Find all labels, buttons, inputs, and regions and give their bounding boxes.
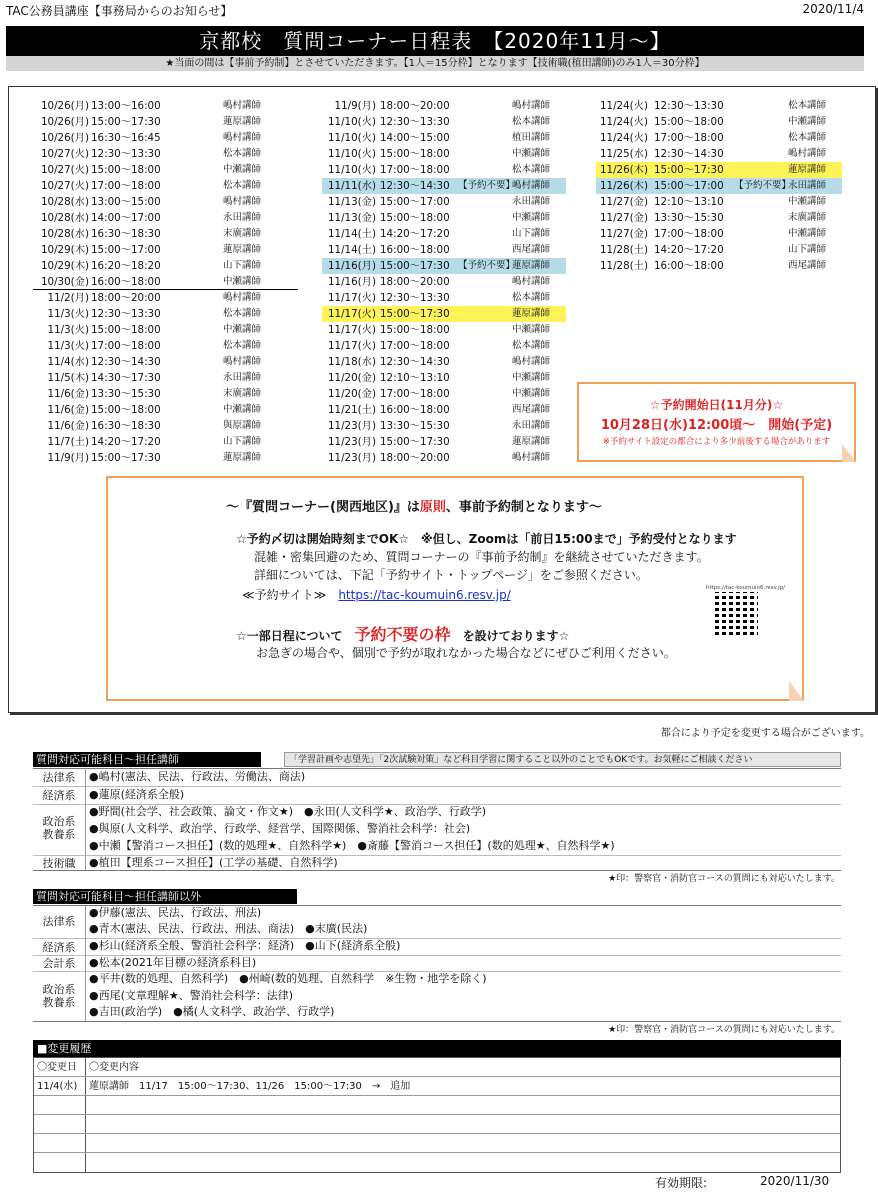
history-table bbox=[33, 1057, 841, 1173]
schedule-row bbox=[322, 450, 566, 466]
schedule-date: 11/27(金) bbox=[599, 228, 648, 240]
schedule-teacher: 松本講師 bbox=[512, 164, 551, 175]
schedule-row bbox=[35, 370, 299, 386]
info-line3: 詳細については、下記「予約サイト・トップページ」をご参照ください。 bbox=[254, 568, 648, 582]
booking-date: 10月28日(水)12:00頃～ 開始(予定) bbox=[600, 418, 833, 433]
section1-line: ●野間(社会学、社会政策、論文・作文★) ●永田(人文科学★、政治学、行政学) bbox=[89, 805, 487, 818]
schedule-teacher: 嶋村講師 bbox=[223, 132, 262, 143]
schedule-date: 11/9(月) bbox=[47, 452, 89, 464]
schedule-time: 15:00～18:00 bbox=[91, 164, 161, 176]
header-notice: TAC公務員講座【事務局からのお知らせ】 bbox=[6, 4, 233, 18]
schedule-teacher: 中瀬講師 bbox=[223, 324, 262, 335]
schedule-date: 10/27(火) bbox=[40, 180, 89, 192]
schedule-date: 11/25(水) bbox=[599, 148, 648, 160]
schedule-date: 11/24(火) bbox=[599, 132, 648, 144]
schedule-row bbox=[322, 130, 566, 146]
schedule-row bbox=[322, 242, 566, 258]
schedule-time: 12:30～14:30 bbox=[380, 356, 450, 368]
schedule-date: 11/3(火) bbox=[47, 340, 89, 352]
schedule-row bbox=[596, 146, 842, 162]
section1-cat-law: 法律系 bbox=[42, 771, 76, 784]
validity-label: 有効期限: bbox=[655, 1176, 708, 1190]
schedule-date: 11/6(金) bbox=[47, 420, 89, 432]
schedule-row bbox=[596, 210, 842, 226]
schedule-date: 11/3(火) bbox=[47, 324, 89, 336]
qr-caption: https://tac-koumuin6.resv.jp/ bbox=[706, 585, 786, 591]
validity-date: 2020/11/30 bbox=[760, 1174, 830, 1188]
schedule-row bbox=[35, 194, 299, 210]
schedule-time: 18:00～20:00 bbox=[91, 292, 161, 304]
info-line2: 混雑・密集回避のため、質問コーナーの『事前予約制』を継続させていただきます。 bbox=[254, 550, 709, 564]
schedule-row bbox=[322, 178, 566, 194]
schedule-time: 15:00～18:00 bbox=[91, 404, 161, 416]
schedule-teacher: 松本講師 bbox=[512, 116, 551, 127]
section2-cat-econ: 経済系 bbox=[42, 941, 76, 954]
schedule-row bbox=[35, 130, 299, 146]
schedule-row bbox=[35, 322, 299, 338]
schedule-row bbox=[322, 290, 566, 306]
schedule-time: 17:00～18:00 bbox=[654, 132, 724, 144]
booking-note: ※予約サイト設定の都合により多少前後する場合があります bbox=[602, 437, 831, 447]
schedule-date: 11/16(月) bbox=[327, 276, 376, 288]
schedule-date: 11/26(木) bbox=[599, 180, 648, 192]
info-deadline: ☆予約〆切は開始時刻までOK☆ ※但し、Zoomは「前日15:00まで」予約受付となります bbox=[236, 532, 737, 546]
schedule-date: 11/27(金) bbox=[599, 212, 648, 224]
no-reservation-badge: 【予約不要】 bbox=[458, 260, 516, 271]
schedule-teacher: 永田講師 bbox=[223, 212, 262, 223]
schedule-date: 10/28(水) bbox=[40, 196, 89, 208]
schedule-date: 11/23(月) bbox=[327, 436, 376, 448]
schedule-time: 17:00～18:00 bbox=[380, 340, 450, 352]
schedule-row bbox=[322, 354, 566, 370]
month-divider bbox=[33, 289, 298, 290]
schedule-date: 11/10(火) bbox=[327, 148, 376, 160]
schedule-teacher: 嶋村講師 bbox=[223, 100, 262, 111]
schedule-time: 18:00～20:00 bbox=[380, 100, 450, 112]
schedule-time: 15:00～17:00 bbox=[91, 244, 161, 256]
schedule-row bbox=[596, 130, 842, 146]
schedule-time: 13:30～15:30 bbox=[380, 420, 450, 432]
info-box bbox=[106, 476, 804, 701]
schedule-date: 10/26(月) bbox=[40, 132, 89, 144]
schedule-date: 11/18(水) bbox=[327, 356, 376, 368]
schedule-time: 14:20～17:20 bbox=[91, 436, 161, 448]
schedule-row bbox=[322, 226, 566, 242]
schedule-time: 12:30～13:30 bbox=[91, 148, 161, 160]
schedule-row bbox=[596, 114, 842, 130]
schedule-date: 11/13(金) bbox=[327, 212, 376, 224]
schedule-teacher: 蓮原講師 bbox=[223, 244, 262, 255]
schedule-teacher: 嶋村講師 bbox=[512, 356, 551, 367]
schedule-date: 11/11(水) bbox=[327, 180, 376, 192]
schedule-row bbox=[322, 386, 566, 402]
schedule-time: 15:00～18:00 bbox=[380, 324, 450, 336]
schedule-row bbox=[35, 434, 299, 450]
schedule-row bbox=[322, 162, 566, 178]
schedule-row bbox=[35, 450, 299, 466]
schedule-teacher: 永田講師 bbox=[512, 420, 551, 431]
schedule-row bbox=[35, 274, 299, 290]
schedule-teacher: 蓮原講師 bbox=[512, 308, 551, 319]
schedule-teacher: 永田講師 bbox=[512, 196, 551, 207]
schedule-time: 14:30～17:30 bbox=[91, 372, 161, 384]
schedule-date: 11/21(土) bbox=[327, 404, 376, 416]
schedule-time: 15:00～17:00 bbox=[654, 180, 724, 192]
schedule-teacher: 嶋村講師 bbox=[512, 452, 551, 463]
schedule-teacher: 嶋村講師 bbox=[512, 100, 551, 111]
schedule-time: 17:00～18:00 bbox=[654, 228, 724, 240]
schedule-teacher: 西尾講師 bbox=[512, 244, 551, 255]
section2-line: ●青木(憲法、民法、行政法、刑法、商法) ●末廣(民法) bbox=[89, 922, 368, 935]
schedule-time: 17:00～18:00 bbox=[380, 164, 450, 176]
schedule-date: 10/29(木) bbox=[40, 244, 89, 256]
schedule-teacher: 山下講師 bbox=[223, 260, 262, 271]
schedule-time: 15:00～17:30 bbox=[654, 164, 724, 176]
schedule-teacher: 嶋村講師 bbox=[788, 148, 827, 159]
schedule-time: 12:30～14:30 bbox=[654, 148, 724, 160]
schedule-time: 16:30～16:45 bbox=[91, 132, 161, 144]
schedule-teacher: 蓮原講師 bbox=[512, 260, 551, 271]
schedule-teacher: 松本講師 bbox=[223, 148, 262, 159]
schedule-teacher: 永田講師 bbox=[788, 180, 827, 191]
schedule-time: 15:00～17:30 bbox=[91, 452, 161, 464]
schedule-time: 12:30～13:30 bbox=[91, 308, 161, 320]
schedule-row bbox=[35, 178, 299, 194]
schedule-time: 15:00～18:00 bbox=[654, 116, 724, 128]
schedule-date: 11/20(金) bbox=[327, 388, 376, 400]
info-fold-corner bbox=[789, 681, 804, 701]
schedule-row bbox=[35, 354, 299, 370]
schedule-date: 11/13(金) bbox=[327, 196, 376, 208]
section2-cat-law: 法律系 bbox=[42, 915, 76, 928]
schedule-date: 11/24(火) bbox=[599, 116, 648, 128]
schedule-date: 10/26(月) bbox=[40, 100, 89, 112]
schedule-date: 11/10(火) bbox=[327, 132, 376, 144]
schedule-teacher: 蓮原講師 bbox=[512, 436, 551, 447]
section1-title: 質問対応可能科目～担任講師 bbox=[33, 752, 261, 767]
section2-cat-accounting: 会計系 bbox=[42, 957, 76, 970]
schedule-time: 13:00～16:00 bbox=[91, 100, 161, 112]
schedule-teacher: 蓮原講師 bbox=[223, 116, 262, 127]
schedule-time: 16:30～18:30 bbox=[91, 228, 161, 240]
schedule-date: 10/30(金) bbox=[40, 276, 89, 288]
section1-line: ●蓮原(経済系全般) bbox=[89, 788, 185, 801]
schedule-teacher: 西尾講師 bbox=[788, 260, 827, 271]
schedule-row bbox=[35, 418, 299, 434]
schedule-date: 10/28(水) bbox=[40, 228, 89, 240]
booking-site-link[interactable]: https://tac-koumuin6.resv.jp/ bbox=[338, 588, 511, 602]
schedule-row bbox=[322, 434, 566, 450]
schedule-teacher: 中瀬講師 bbox=[512, 212, 551, 223]
change-notice: 都合により予定を変更する場合がございます。 bbox=[660, 728, 870, 739]
section2-line: ●松本(2021年目標の経済系科目) bbox=[89, 956, 257, 969]
schedule-row bbox=[35, 258, 299, 274]
history-row-empty bbox=[34, 1115, 840, 1134]
schedule-time: 14:00～15:00 bbox=[380, 132, 450, 144]
section2-footnote: ★印：警察官・消防官コースの質問にも対応いたします。 bbox=[608, 1025, 840, 1035]
schedule-row bbox=[35, 162, 299, 178]
schedule-time: 15:00～18:00 bbox=[91, 324, 161, 336]
schedule-time: 15:00～17:30 bbox=[380, 308, 450, 320]
schedule-date: 11/17(火) bbox=[327, 340, 376, 352]
section2-line: ●吉田(政治学) ●橘(人文科学、政治学、行政学) bbox=[89, 1005, 335, 1018]
schedule-row bbox=[35, 306, 299, 322]
section2-line: ●杉山(経済系全般、警消社会科学：経済) ●山下(経済系全般) bbox=[89, 939, 401, 952]
schedule-teacher: 中瀬講師 bbox=[223, 276, 262, 287]
info-site-label: ≪予約サイト≫ bbox=[242, 588, 327, 602]
section1-line: ●嶋村(憲法、民法、行政法、労働法、商法) bbox=[89, 770, 306, 783]
schedule-date: 11/4(水) bbox=[47, 356, 89, 368]
no-reservation-badge: 【予約不要】 bbox=[458, 180, 516, 191]
schedule-time: 16:00～18:00 bbox=[380, 404, 450, 416]
schedule-teacher: 末廣講師 bbox=[223, 228, 262, 239]
schedule-date: 11/10(火) bbox=[327, 164, 376, 176]
schedule-time: 17:00～18:00 bbox=[380, 388, 450, 400]
schedule-time: 15:00～17:00 bbox=[380, 196, 450, 208]
history-row-empty bbox=[34, 1096, 840, 1115]
schedule-teacher: 嶋村講師 bbox=[223, 292, 262, 303]
schedule-date: 11/3(火) bbox=[47, 308, 89, 320]
schedule-time: 18:00～20:00 bbox=[380, 276, 450, 288]
history-row-empty bbox=[34, 1134, 840, 1153]
schedule-teacher: 嶋村講師 bbox=[512, 180, 551, 191]
schedule-teacher: 植田講師 bbox=[512, 132, 551, 143]
section2-line: ●西尾(文章理解★、警消社会科学：法律) bbox=[89, 989, 294, 1002]
section1-note: 「学習計画や志望先」「2次試験対策」など科目学習に関すること以外のことでもOKです。お気軽にご相談ください bbox=[284, 752, 841, 767]
schedule-date: 11/17(火) bbox=[327, 308, 376, 320]
schedule-row bbox=[35, 338, 299, 354]
booking-start-box bbox=[577, 382, 856, 462]
schedule-row bbox=[596, 194, 842, 210]
schedule-row bbox=[35, 386, 299, 402]
schedule-row bbox=[322, 194, 566, 210]
info-free-slot: ☆一部日程について 予約不要の枠 を設けております☆ bbox=[236, 625, 570, 644]
schedule-date: 11/6(金) bbox=[47, 388, 89, 400]
schedule-date: 11/23(月) bbox=[327, 420, 376, 432]
history-row-empty bbox=[34, 1153, 840, 1172]
schedule-row bbox=[322, 338, 566, 354]
schedule-teacher: 松本講師 bbox=[223, 308, 262, 319]
section2-line: ●伊藤(憲法、民法、行政法、刑法) bbox=[89, 906, 262, 919]
header-date: 2020/11/4 bbox=[802, 2, 864, 16]
schedule-date: 10/29(木) bbox=[40, 260, 89, 272]
schedule-date: 11/20(金) bbox=[327, 372, 376, 384]
schedule-time: 12:30～13:30 bbox=[654, 100, 724, 112]
schedule-time: 13:30～15:30 bbox=[91, 388, 161, 400]
section1-cat-politics: 政治系 教養系 bbox=[42, 815, 76, 841]
schedule-date: 11/24(火) bbox=[599, 100, 648, 112]
schedule-teacher: 中瀬講師 bbox=[512, 148, 551, 159]
schedule-row bbox=[35, 402, 299, 418]
schedule-date: 10/26(月) bbox=[40, 116, 89, 128]
schedule-teacher: 松本講師 bbox=[223, 180, 262, 191]
schedule-row bbox=[35, 210, 299, 226]
schedule-row bbox=[596, 162, 842, 178]
schedule-teacher: 松本講師 bbox=[512, 340, 551, 351]
schedule-time: 15:00～17:30 bbox=[380, 436, 450, 448]
schedule-teacher: 嶋村講師 bbox=[512, 276, 551, 287]
no-reservation-badge: 【予約不要】 bbox=[734, 180, 792, 191]
schedule-row bbox=[322, 146, 566, 162]
schedule-time: 14:20～17:20 bbox=[654, 244, 724, 256]
section1-line: ●與原(人文科学、政治学、行政学、経営学、国際関係、警消社会科学：社会) bbox=[89, 822, 471, 835]
schedule-time: 15:00～17:30 bbox=[91, 116, 161, 128]
schedule-time: 14:00～17:00 bbox=[91, 212, 161, 224]
schedule-row bbox=[596, 98, 842, 114]
schedule-date: 11/10(火) bbox=[327, 116, 376, 128]
schedule-time: 13:30～15:30 bbox=[654, 212, 724, 224]
schedule-time: 16:00～18:00 bbox=[654, 260, 724, 272]
schedule-row bbox=[322, 114, 566, 130]
schedule-row bbox=[322, 370, 566, 386]
schedule-row bbox=[322, 322, 566, 338]
schedule-teacher: 永田講師 bbox=[223, 372, 262, 383]
schedule-teacher: 中瀬講師 bbox=[788, 116, 827, 127]
schedule-row bbox=[35, 146, 299, 162]
history-header-row: 〇変更日 〇変更内容 bbox=[34, 1058, 840, 1077]
schedule-time: 16:00～18:00 bbox=[380, 244, 450, 256]
schedule-date: 10/28(水) bbox=[40, 212, 89, 224]
schedule-time: 12:10～13:10 bbox=[380, 372, 450, 384]
schedule-date: 11/17(火) bbox=[327, 292, 376, 304]
schedule-teacher: 中瀬講師 bbox=[223, 164, 262, 175]
schedule-row bbox=[596, 242, 842, 258]
schedule-time: 12:30～13:30 bbox=[380, 292, 450, 304]
schedule-teacher: 嶋村講師 bbox=[223, 196, 262, 207]
qr-code[interactable] bbox=[712, 592, 758, 638]
schedule-row bbox=[322, 274, 566, 290]
section1-line: ●植田【理系コース担任】(工学の基礎、自然科学) bbox=[89, 856, 338, 869]
schedule-teacher: 嶋村講師 bbox=[223, 356, 262, 367]
schedule-date: 11/7(土) bbox=[47, 436, 89, 448]
section2-title: 質問対応可能科目～担任講師以外 bbox=[33, 889, 297, 904]
schedule-time: 12:30～14:30 bbox=[91, 356, 161, 368]
schedule-time: 12:30～13:30 bbox=[380, 116, 450, 128]
schedule-date: 11/2(月) bbox=[47, 292, 89, 304]
schedule-row bbox=[35, 98, 299, 114]
section1-footnote: ★印：警察官・消防官コースの質問にも対応いたします。 bbox=[608, 874, 840, 884]
schedule-teacher: 松本講師 bbox=[512, 292, 551, 303]
schedule-row bbox=[596, 258, 842, 274]
schedule-date: 11/14(土) bbox=[327, 228, 376, 240]
history-row: 11/4(水) 蓮原講師 11/17 15:00～17:30、11/26 15:00～17:30 → 追加 bbox=[34, 1077, 840, 1096]
section1-line: ●中瀬【警消コース担任】(数的処理★、自然科学★) ●斎藤【警消コース担任】(数的処理★、自然科学★) bbox=[89, 839, 615, 852]
schedule-row bbox=[322, 98, 566, 114]
schedule-time: 12:10～13:10 bbox=[654, 196, 724, 208]
schedule-row bbox=[596, 226, 842, 242]
schedule-date: 11/27(金) bbox=[599, 196, 648, 208]
schedule-date: 11/5(木) bbox=[47, 372, 89, 384]
schedule-teacher: 蓮原講師 bbox=[788, 164, 827, 175]
schedule-time: 18:00～20:00 bbox=[380, 452, 450, 464]
schedule-date: 10/27(火) bbox=[40, 164, 89, 176]
schedule-teacher: 山下講師 bbox=[788, 244, 827, 255]
schedule-row bbox=[35, 114, 299, 130]
section1-cat-tech: 技術職 bbox=[42, 857, 76, 870]
schedule-row bbox=[35, 226, 299, 242]
schedule-teacher: 松本講師 bbox=[788, 132, 827, 143]
schedule-teacher: 松本講師 bbox=[223, 340, 262, 351]
schedule-time: 17:00～18:00 bbox=[91, 180, 161, 192]
section2-cat-politics: 政治系 教養系 bbox=[42, 983, 76, 1009]
schedule-date: 11/28(土) bbox=[599, 244, 648, 256]
schedule-teacher: 西尾講師 bbox=[512, 404, 551, 415]
schedule-time: 14:20～17:20 bbox=[380, 228, 450, 240]
info-site-row bbox=[242, 586, 511, 603]
schedule-row bbox=[322, 306, 566, 322]
schedule-teacher: 與原講師 bbox=[223, 420, 262, 431]
schedule-date: 11/26(木) bbox=[599, 164, 648, 176]
schedule-teacher: 中瀬講師 bbox=[512, 372, 551, 383]
info-heading: ～『質問コーナー(関西地区)』は原則、事前予約制となります～ bbox=[226, 500, 602, 515]
schedule-date: 10/27(火) bbox=[40, 148, 89, 160]
schedule-teacher: 山下講師 bbox=[512, 228, 551, 239]
schedule-time: 15:00～18:00 bbox=[380, 212, 450, 224]
schedule-row bbox=[322, 418, 566, 434]
schedule-row bbox=[35, 290, 299, 306]
info-line6: お急ぎの場合や、個別で予約が取れなかった場合などにぜひご利用ください。 bbox=[256, 646, 676, 660]
schedule-row bbox=[35, 242, 299, 258]
section1-cat-econ: 経済系 bbox=[42, 789, 76, 802]
schedule-time: 17:00～18:00 bbox=[91, 340, 161, 352]
schedule-teacher: 松本講師 bbox=[788, 100, 827, 111]
history-title: ■変更履歴 bbox=[33, 1040, 841, 1057]
page-subtitle: ★当面の間は【事前予約制】とさせていただきます。【1人＝15分枠】となります【技術職(植田講師)のみ1人＝30分枠】 bbox=[6, 56, 864, 71]
schedule-date: 11/6(金) bbox=[47, 404, 89, 416]
schedule-teacher: 末廣講師 bbox=[223, 388, 262, 399]
schedule-row bbox=[322, 210, 566, 226]
schedule-time: 13:00～15:00 bbox=[91, 196, 161, 208]
schedule-date: 11/28(土) bbox=[599, 260, 648, 272]
schedule-date: 11/16(月) bbox=[327, 260, 376, 272]
schedule-row bbox=[322, 402, 566, 418]
schedule-teacher: 中瀬講師 bbox=[512, 324, 551, 335]
booking-title: ☆予約開始日(11月分)☆ bbox=[649, 398, 784, 412]
schedule-teacher: 末廣講師 bbox=[788, 212, 827, 223]
schedule-time: 12:30～14:30 bbox=[380, 180, 450, 192]
schedule-row bbox=[322, 258, 566, 274]
schedule-time: 15:00～18:00 bbox=[380, 148, 450, 160]
schedule-teacher: 中瀬講師 bbox=[512, 388, 551, 399]
schedule-teacher: 蓮原講師 bbox=[223, 452, 262, 463]
schedule-teacher: 山下講師 bbox=[223, 436, 262, 447]
section2-line: ●平井(数的処理、自然科学) ●州崎(数的処理、自然科学 ※生物・地学を除く) bbox=[89, 972, 487, 985]
schedule-row bbox=[596, 178, 842, 194]
booking-fold-corner bbox=[842, 444, 856, 462]
schedule-teacher: 中瀬講師 bbox=[223, 404, 262, 415]
schedule-time: 16:00～18:00 bbox=[91, 276, 161, 288]
schedule-time: 16:30～18:30 bbox=[91, 420, 161, 432]
schedule-teacher: 中瀬講師 bbox=[788, 196, 827, 207]
schedule-date: 11/17(火) bbox=[327, 324, 376, 336]
schedule-time: 16:20～18:20 bbox=[91, 260, 161, 272]
page-title: 京都校 質問コーナー日程表 【2020年11月～】 bbox=[6, 26, 864, 56]
schedule-teacher: 中瀬講師 bbox=[788, 228, 827, 239]
schedule-date: 11/9(月) bbox=[334, 100, 376, 112]
schedule-time: 15:00～17:30 bbox=[380, 260, 450, 272]
schedule-date: 11/14(土) bbox=[327, 244, 376, 256]
schedule-date: 11/23(月) bbox=[327, 452, 376, 464]
